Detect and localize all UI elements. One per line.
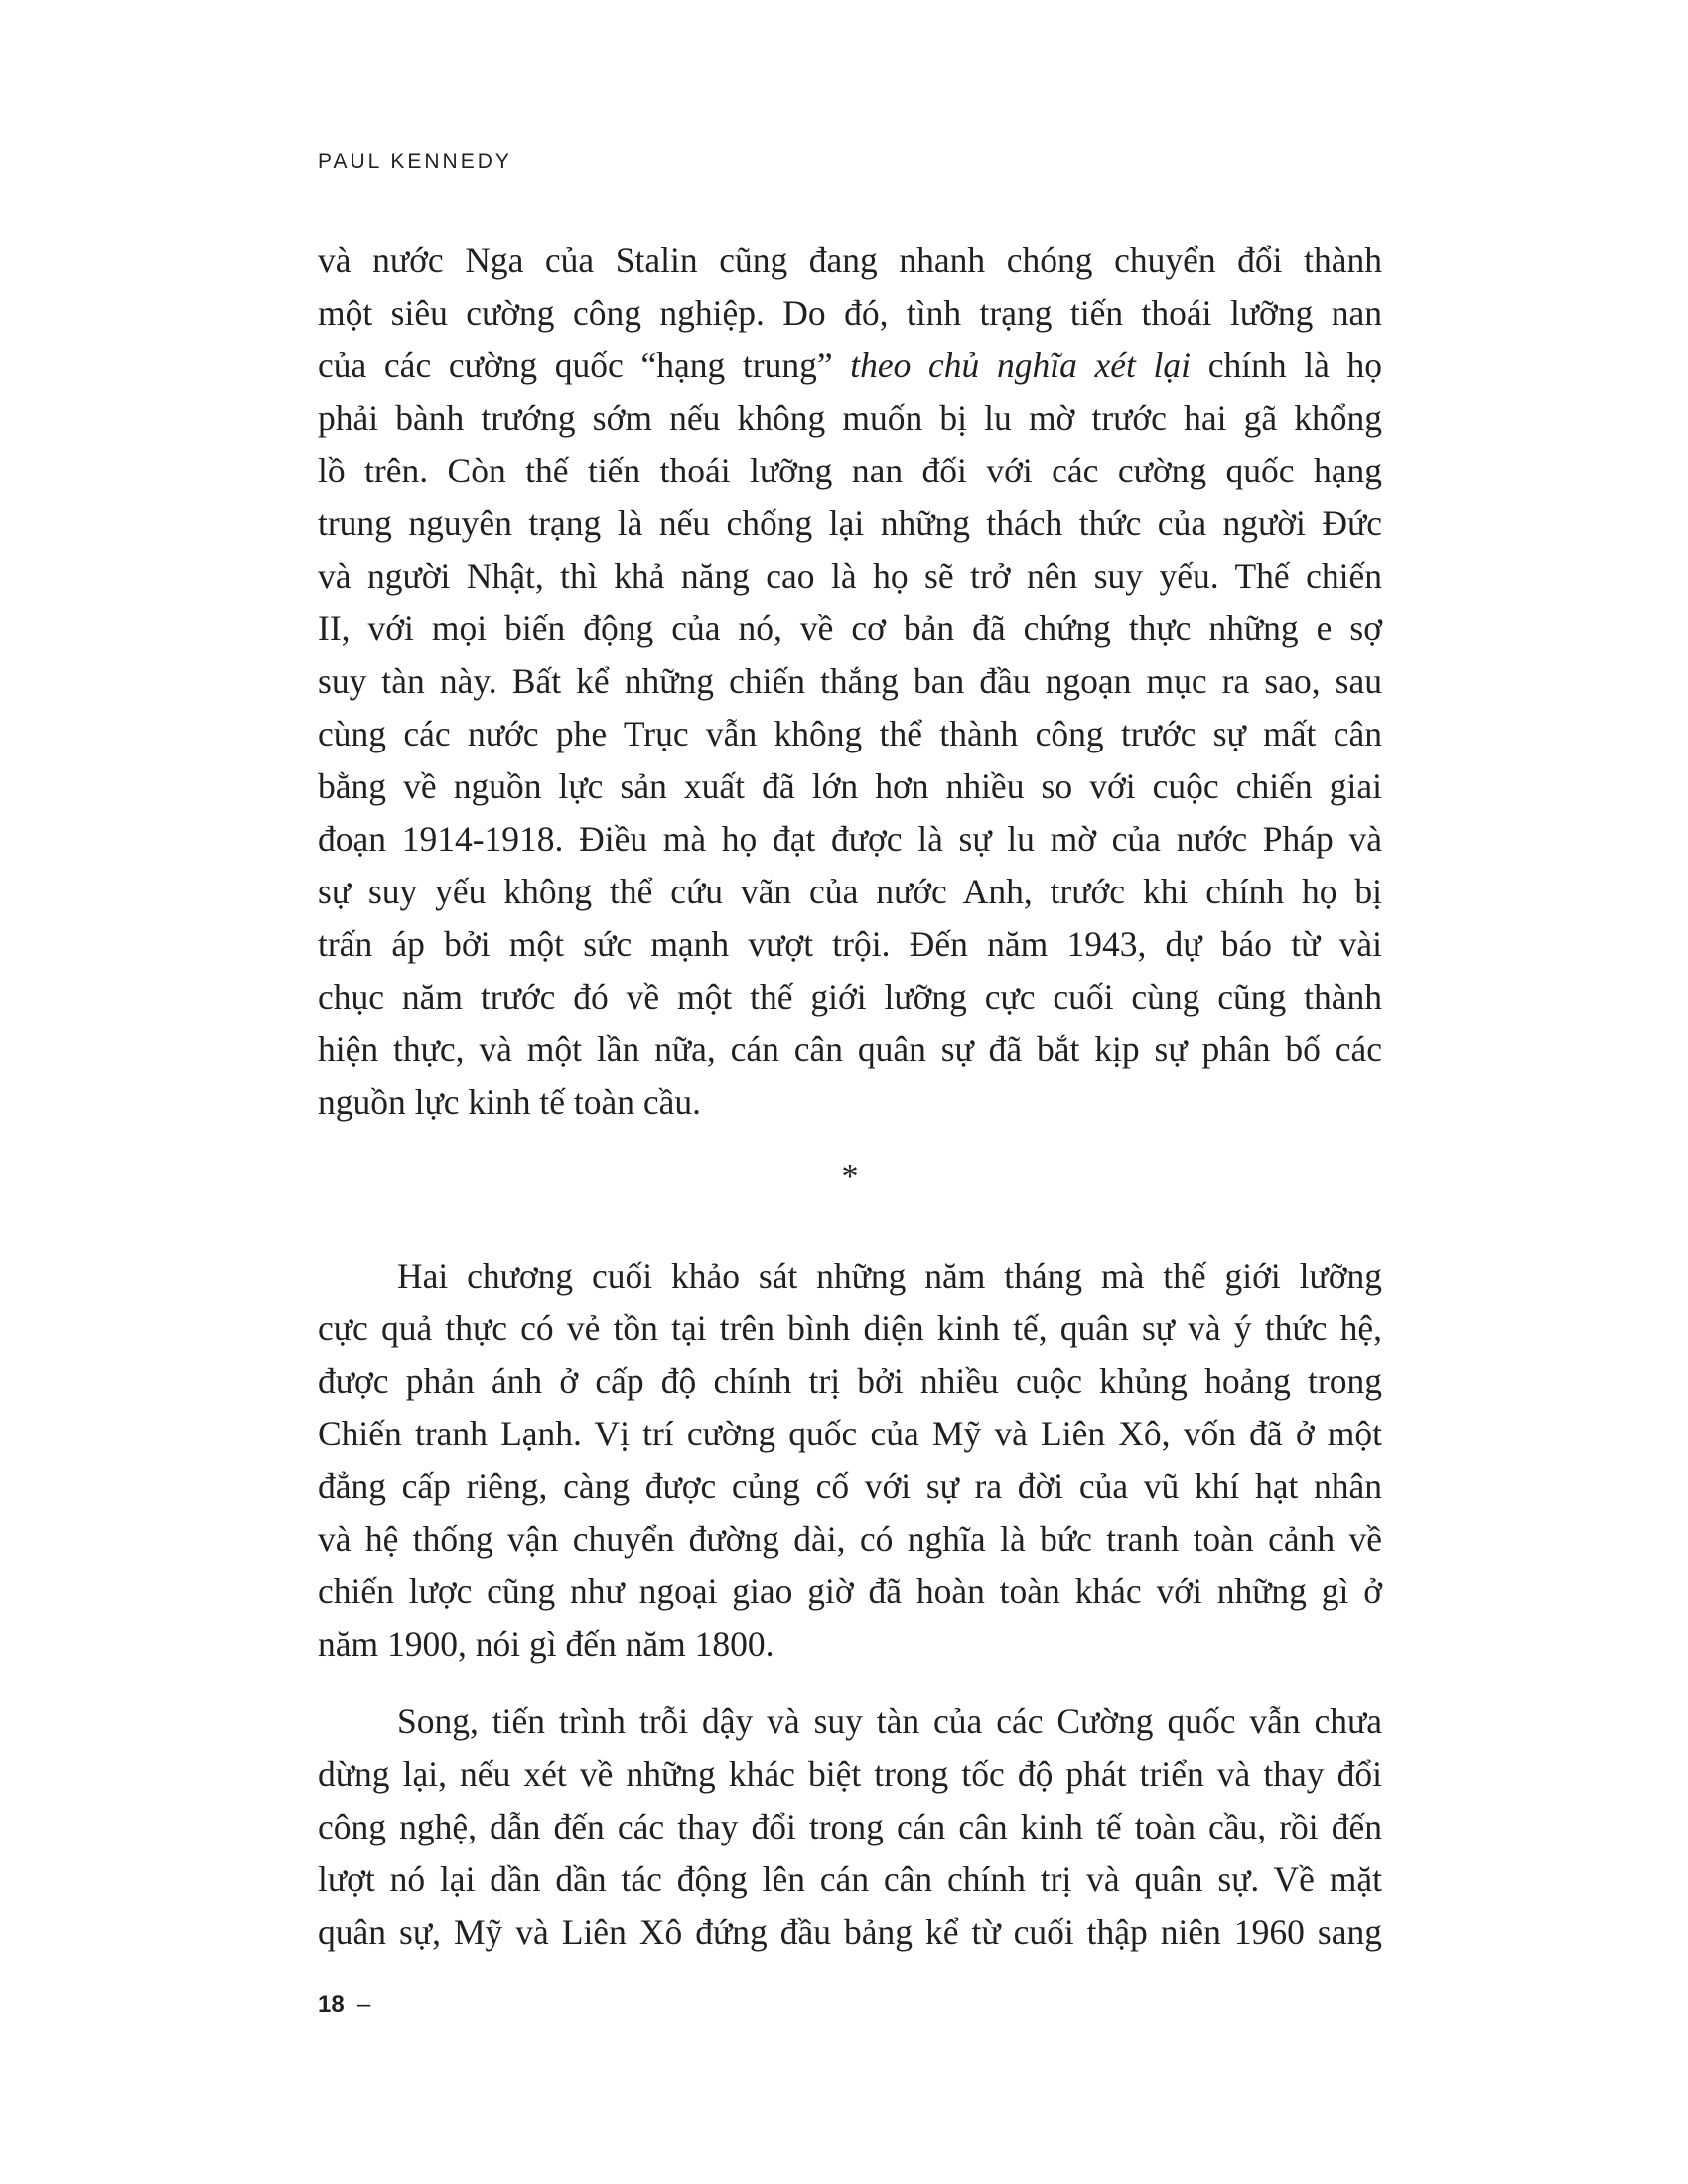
text-line: quân sự, Mỹ và Liên Xô đứng đầu bảng kể từ cuối thập niên 1960 sang bbox=[318, 1912, 1382, 1952]
text-line: chục năm trước đó về một thế giới lưỡng cực cuối cùng cũng thành bbox=[318, 977, 1382, 1017]
running-head: PAUL KENNEDY bbox=[318, 150, 512, 173]
text-line: bằng về nguồn lực sản xuất đã lớn hơn nhiều so với cuộc chiến giai bbox=[318, 766, 1382, 806]
text-line: đoạn 1914-1918. Điều mà họ đạt được là sự lu mờ của nước Pháp và bbox=[318, 819, 1382, 859]
paragraph bbox=[318, 234, 1382, 1129]
text-line: cùng các nước phe Trục vẫn không thể thành công trước sự mất cân bbox=[318, 714, 1382, 753]
paragraph bbox=[318, 1250, 1382, 1671]
text-line: chiến lược cũng như ngoại giao giờ đã hoàn toàn khác với những gì ở bbox=[318, 1571, 1382, 1611]
text-line: và hệ thống vận chuyển đường dài, có nghĩa là bức tranh toàn cảnh về bbox=[318, 1519, 1382, 1559]
paragraph-group-after-separator bbox=[318, 1250, 1382, 1959]
text-line: cực quả thực có vẻ tồn tại trên bình diện kinh tế, quân sự và ý thức hệ, bbox=[318, 1308, 1382, 1348]
text-line: dừng lại, nếu xét về những khác biệt trong tốc độ phát triển và thay đổi bbox=[318, 1754, 1382, 1794]
section-separator: * bbox=[841, 1159, 859, 1195]
text-line: Song, tiến trình trỗi dậy và suy tàn của các Cường quốc vẫn chưa bbox=[397, 1702, 1382, 1741]
text-line: trung nguyên trạng là nếu chống lại những thách thức của người Đức bbox=[318, 503, 1382, 543]
text-line: đẳng cấp riêng, càng được củng cố với sự ra đời của vũ khí hạt nhân bbox=[318, 1466, 1382, 1506]
text-line: hiện thực, và một lần nữa, cán cân quân sự đã bắt kịp sự phân bố các bbox=[318, 1029, 1382, 1069]
text-line: trấn áp bởi một sức mạnh vượt trội. Đến năm 1943, dự báo từ vài bbox=[318, 924, 1382, 964]
text-line: suy tàn này. Bất kể những chiến thắng ban đầu ngoạn mục ra sao, sau bbox=[318, 661, 1382, 701]
text-line: nguồn lực kinh tế toàn cầu. bbox=[318, 1082, 701, 1122]
text-line: Hai chương cuối khảo sát những năm tháng mà thế giới lưỡng bbox=[397, 1256, 1382, 1296]
paragraph bbox=[318, 1696, 1382, 1959]
paragraph-group-before-separator bbox=[318, 234, 1382, 1129]
text-line: được phản ánh ở cấp độ chính trị bởi nhiều cuộc khủng hoảng trong bbox=[318, 1361, 1382, 1401]
text-line: lồ trên. Còn thế tiến thoái lưỡng nan đối với các cường quốc hạng bbox=[318, 451, 1382, 490]
text-line: lượt nó lại dần dần tác động lên cán cân chính trị và quân sự. Về mặt bbox=[318, 1859, 1382, 1899]
text-line: công nghệ, dẫn đến các thay đổi trong cán cân kinh tế toàn cầu, rồi đến bbox=[318, 1807, 1382, 1846]
text-line: Chiến tranh Lạnh. Vị trí cường quốc của Mỹ và Liên Xô, vốn đã ở một bbox=[318, 1414, 1382, 1453]
italic-phrase: theo chủ nghĩa xét lại bbox=[850, 345, 1192, 385]
page-number: 18 bbox=[318, 1991, 345, 2018]
page-number-dash: – bbox=[357, 1991, 371, 2018]
body-text bbox=[318, 234, 1382, 1959]
text-line: năm 1900, nói gì đến năm 1800. bbox=[318, 1624, 774, 1664]
text-line: và người Nhật, thì khả năng cao là họ sẽ trở nên suy yếu. Thế chiến bbox=[318, 556, 1382, 596]
text-line: một siêu cường công nghiệp. Do đó, tình trạng tiến thoái lưỡng nan bbox=[318, 293, 1382, 333]
text-line: của các cường quốc “hạng trung” theo chủ nghĩa xét lại chính là họ bbox=[318, 345, 1383, 385]
text-line: và nước Nga của Stalin cũng đang nhanh chóng chuyển đổi thành bbox=[318, 240, 1382, 280]
text-line: sự suy yếu không thể cứu vãn của nước Anh, trước khi chính họ bị bbox=[318, 872, 1382, 911]
text-line: II, với mọi biến động của nó, về cơ bản đã chứng thực những e sợ bbox=[318, 609, 1382, 648]
text-line: phải bành trướng sớm nếu không muốn bị lu mờ trước hai gã khổng bbox=[318, 398, 1382, 438]
